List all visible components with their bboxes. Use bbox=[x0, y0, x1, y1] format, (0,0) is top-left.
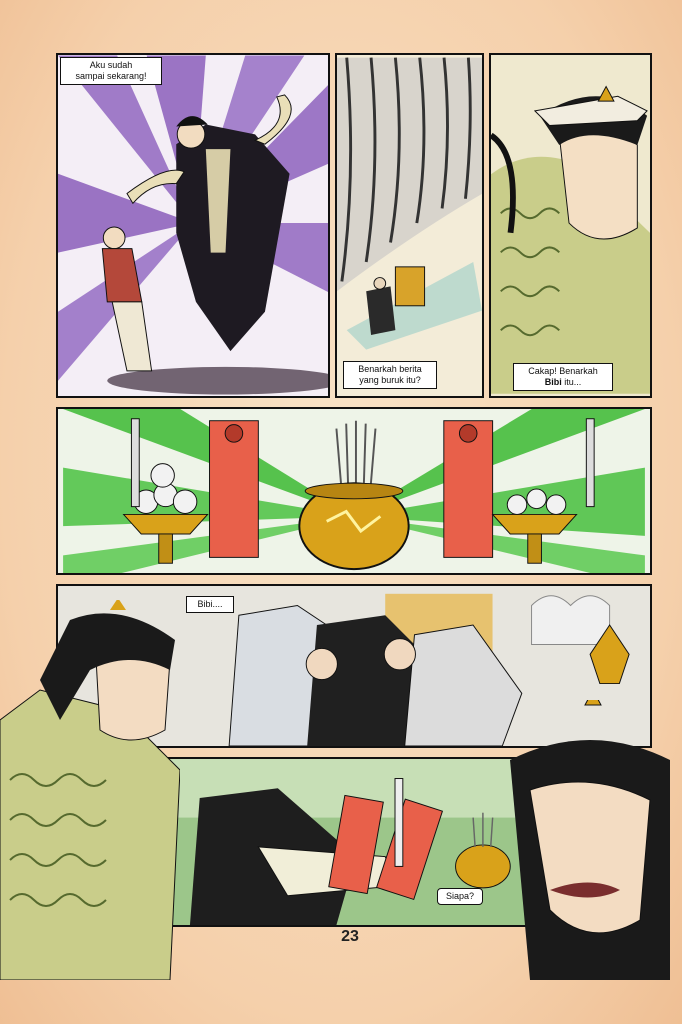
speech-text: Bibi.... bbox=[197, 599, 223, 609]
speech-bubble-bad-news bbox=[343, 361, 437, 389]
speech-line-2: yang buruk itu? bbox=[359, 375, 421, 385]
speech-line-1: Cakap! Benarkah bbox=[528, 366, 598, 376]
speech-line-2-rest: itu... bbox=[561, 377, 582, 387]
hero-foreground-left bbox=[0, 600, 180, 980]
speech-bubble-arrived bbox=[60, 57, 162, 85]
hero-running-illustration bbox=[58, 55, 328, 396]
panel-hero-running bbox=[56, 53, 330, 398]
speech-line-1: Benarkah berita bbox=[358, 364, 422, 374]
panel-altar bbox=[56, 407, 652, 575]
altar-illustration bbox=[58, 409, 650, 573]
panel-hero-closeup bbox=[489, 53, 652, 398]
speech-name-bibi: Bibi bbox=[544, 377, 562, 387]
page-number: 23 bbox=[341, 928, 359, 945]
speech-line-1: Aku sudah bbox=[89, 60, 133, 70]
speech-bubble-who bbox=[437, 888, 483, 905]
speech-line-2: sampai sekarang! bbox=[75, 71, 147, 81]
speech-bubble-bibi bbox=[186, 596, 234, 613]
panel-curtain-room bbox=[335, 53, 484, 398]
curtain-room-illustration bbox=[337, 55, 482, 396]
speech-bubble-is-it-true bbox=[513, 363, 613, 391]
hero-closeup-illustration bbox=[491, 55, 650, 396]
hero-foreground-right bbox=[490, 700, 682, 980]
speech-line-2 bbox=[518, 377, 608, 388]
speech-text: Siapa? bbox=[445, 891, 475, 901]
